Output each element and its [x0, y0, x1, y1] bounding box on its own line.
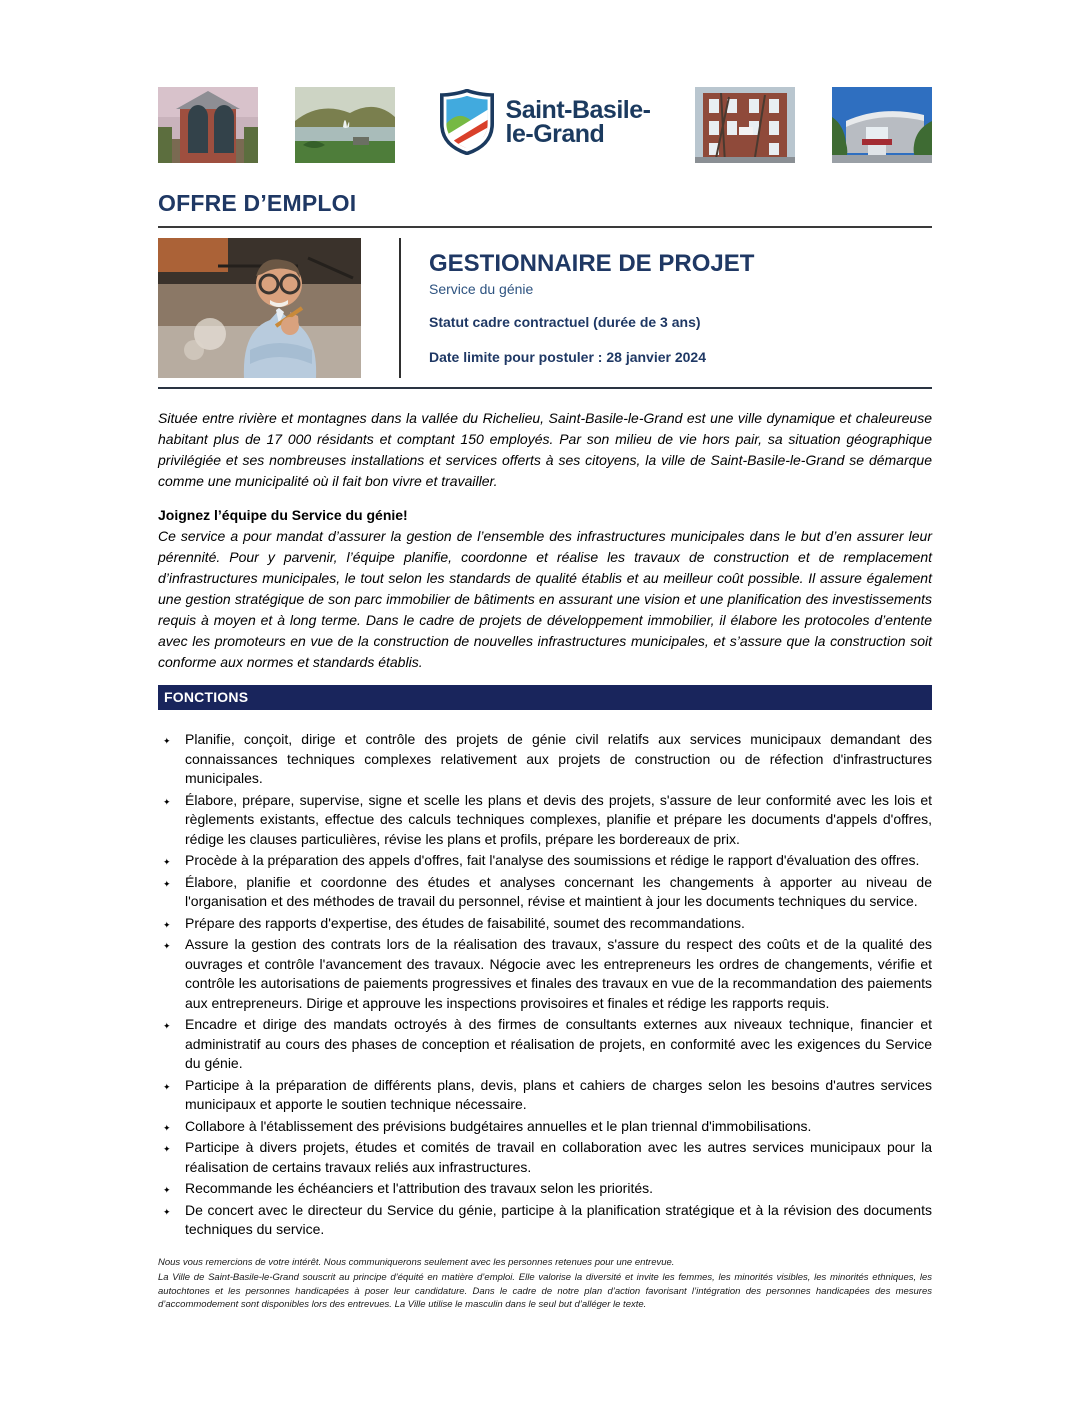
- job-info: [401, 238, 754, 378]
- list-item: [158, 791, 932, 850]
- photo-arena-building: [832, 87, 932, 163]
- diamond-bullet-icon: ✦: [163, 1144, 171, 1154]
- job-title: GESTIONNAIRE DE PROJET: [429, 250, 755, 277]
- list-item: [158, 1179, 932, 1199]
- intro-paragraph: Située entre rivière et montagnes dans la vallée du Richelieu, Saint-Basile-le-Grand est une ville dynamique et chaleureuse habitant plus de 17 000 résidants et comptant 150 employés. Par son milieu de vie hors pair, sa situation géographique privilégiée et ses nombreuses installations et services offerts à ses citoyens, la ville de Saint-Basile-le-Grand se démarque comme une municipalité où il fait bon vivre et travailler.: [158, 410, 932, 489]
- list-item-text: De concert avec le directeur du Service du génie, participe à la planification stratégique et à la révision des documents techniques du service.: [185, 1201, 932, 1237]
- photo-brick-school-image: [695, 87, 795, 163]
- footer-thanks-note: Nous vous remercions de votre intérêt. Nous communiquerons seulement avec les personnes retenues pour une entrevue.: [158, 1256, 675, 1268]
- city-logo-shield-icon: [440, 89, 494, 155]
- fonctions-list: [158, 730, 932, 1240]
- list-item-text: Assure la gestion des contrats lors de la réalisation des travaux, s'assure du respect des coûts et de la qualité des ouvrages et contrôle l'avancement des travaux. Négocie avec les entrepreneurs les ordres de changements, vérifie et contrôle les autorisations de paiements progressives et finales des travaux en vue de la recommandation des paiements aux entrepreneurs. Dirige et approuve les inspections provisoires et finales et rédige les rapports requis.: [185, 936, 932, 1011]
- diamond-bullet-icon: ✦: [163, 1185, 171, 1195]
- join-heading: Joignez l’équipe du Service du génie!: [158, 507, 408, 523]
- list-item-text: Prépare des rapports d'expertise, des études de faisabilité, soumet des recommandations.: [185, 914, 745, 931]
- logo-line-1: Saint-Basile-: [505, 95, 651, 124]
- list-item-text: Participe à divers projets, études et comités de travail en collaboration avec les autres services municipaux pour la réalisation de certains travaux reliés aux infrastructures.: [185, 1139, 932, 1175]
- list-item: [158, 1015, 932, 1074]
- header-banner: [158, 87, 932, 163]
- list-item-text: Planifie, conçoit, dirige et contrôle des projets de génie civil relatifs aux services municipaux demandant des connaissances techniques complexes relativement aux projets de construction ou de réfection d'infrastructures municipales.: [185, 731, 932, 786]
- city-logo: [440, 87, 651, 155]
- diamond-bullet-icon: ✦: [163, 1122, 171, 1133]
- city-logo-wordmark: [505, 95, 651, 148]
- job-status: Statut cadre contractuel (durée de 3 ans): [429, 314, 701, 330]
- photo-brick-pavilion-image: [158, 87, 258, 163]
- diamond-bullet-icon: ✦: [163, 736, 171, 746]
- photo-park-lake-image: [295, 87, 395, 163]
- list-item-text: Encadre et dirige des mandats octroyés à des firmes de consultants externes aux niveaux technique, financier et administratif au cours des phases de conception et réalisation de projets, en conformité avec les exigences du Service du génie.: [185, 1016, 932, 1071]
- list-item-text: Élabore, prépare, supervise, signe et scelle les plans et devis des projets, s'assure de leur conformité avec les lois et règlements existants, effectue des calculs techniques complexes, planifie et prépare les documents d'appels d'offres, rédige les clauses particulières, révise les plans et profils, prépare les bordereaux de prix.: [185, 791, 932, 847]
- list-item-text: Collabore à l'établissement des prévisions budgétaires annuelles et le plan triennal d'immobilisations.: [185, 1117, 812, 1134]
- list-item: [158, 1117, 932, 1137]
- job-department: Service du génie: [429, 281, 534, 297]
- list-item: [158, 851, 932, 871]
- list-item: [158, 1076, 932, 1115]
- list-item: [158, 730, 932, 789]
- footer-equity-statement: La Ville de Saint-Basile-le-Grand souscrit au principe d’équité en matière d’emploi. Elle valorise la diversité et invite les femmes, les minorités visibles, les minorités ethniques, les autochtones et les personnes handicapées à poser leur candidature. Dans le cadre de notre plan d’action favorisant l’intégration des personnes handicapées des mesures d’accommodement sont disponibles lors des entrevues. La Ville utilise le masculin dans le seul but d’alléger le texte.: [158, 1272, 932, 1310]
- list-item: [158, 935, 932, 1013]
- job-box-bottom-divider: [158, 387, 932, 389]
- list-item-text: Recommande les échéanciers et l'attribution des travaux selon les priorités.: [185, 1180, 654, 1196]
- list-item: [158, 1201, 932, 1240]
- title-divider: [158, 226, 932, 228]
- photo-brick-pavilion: [158, 87, 258, 163]
- page-title: OFFRE D’EMPLOI: [158, 190, 357, 216]
- diamond-bullet-icon: ✦: [163, 857, 171, 867]
- photo-brick-school: [695, 87, 795, 163]
- footer-fine-print: [158, 1256, 932, 1312]
- photo-job-candidate: [158, 238, 361, 378]
- fonctions-section-label: FONCTIONS: [164, 689, 249, 705]
- diamond-bullet-icon: ✦: [163, 796, 171, 807]
- job-summary-box: [158, 238, 932, 378]
- photo-arena-image: [832, 87, 932, 163]
- logo-line-2: le-Grand: [505, 120, 605, 148]
- list-item-text: Procède à la préparation des appels d'offres, fait l'analyse des soumissions et rédige le rapport d'évaluation des offres.: [185, 852, 920, 868]
- diamond-bullet-icon: ✦: [163, 919, 171, 930]
- diamond-bullet-icon: ✦: [163, 1206, 171, 1217]
- list-item-text: Élabore, planifie et coordonne des études et analyses concernant les changements à apporter au niveau de l'organisation et des méthodes de travail du personnel, révise et maintient à jour les documents techniques du service.: [185, 873, 932, 909]
- diamond-bullet-icon: ✦: [163, 1081, 171, 1092]
- diamond-bullet-icon: ✦: [163, 878, 171, 889]
- job-deadline: Date limite pour postuler : 28 janvier 2024: [429, 349, 706, 365]
- list-item-text: Participe à la préparation de différents plans, devis, plans et cahiers de charges selon les besoins d'autres services municipaux et apporte le soutien technique nécessaire.: [185, 1076, 932, 1112]
- diamond-bullet-icon: ✦: [163, 1021, 171, 1031]
- photo-job-candidate-image: [158, 238, 361, 378]
- photo-park-lake-fountain: [295, 87, 395, 163]
- list-item: [158, 914, 932, 934]
- fonctions-section-header: [158, 685, 932, 710]
- list-item: [158, 873, 932, 912]
- join-body-paragraph: Ce service a pour mandat d’assurer la gestion de l’ensemble des infrastructures municipales dans le but d’en assurer leur pérennité. Pour y parvenir, l’équipe planifie, coordonne et réalise les travaux de construction et de remplacement d’infrastructures municipales, le tout selon les standards de qualité établis et au meilleur coût possible. Il assure également une gestion stratégique de son parc immobilier de bâtiments en assurant une vision et une planification des investissements requis à moyen et à long terme. Dans le cadre de projets de développement immobilier, il élabore les protocoles d’entente avec les promoteurs en vue de la construction de nouvelles infrastructures municipales, et s’assure que la construction soit conforme aux normes et standards établis.: [158, 528, 932, 670]
- diamond-bullet-icon: ✦: [163, 941, 171, 951]
- list-item: [158, 1138, 932, 1177]
